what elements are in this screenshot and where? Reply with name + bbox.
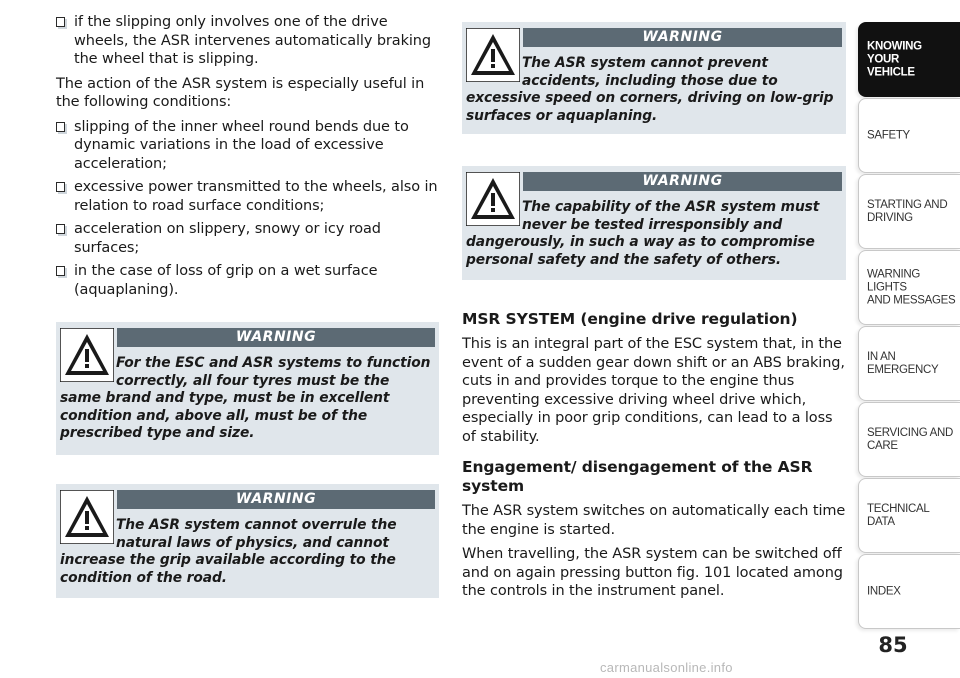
tab-label: KNOWING YOUR VEHICLE [867,40,922,78]
bullet-item: if the slipping only involves one of the drive wheels, the ASR intervenes automatically braking the wheel that is slipping. [56,13,440,69]
tab-servicing-and-care[interactable] [858,402,960,477]
warning-box [56,484,439,598]
warning-box [56,322,439,455]
body-paragraph: This is an integral part of the ESC system that, in the event of a sudden gear down shift or an ABS braking, cuts in and provides torque to the engine thus preventing excessive driving wheel drive which, especially in poor grip conditions, can lead to a loss of stability. [462,336,845,445]
bullet-item: slipping of the inner wheel round bends due to dynamic variations in the load of excessive acceleration; [56,118,440,174]
tab-label: SAFETY [867,129,910,141]
warning-box [462,22,846,134]
bullet-item: in the case of loss of grip on a wet surface (aquaplaning). [56,262,440,299]
tab-label: WARNING LIGHTS AND MESSAGES [867,268,956,306]
tab-in-an-emergency[interactable] [858,326,960,401]
checkbox-bullet-icon [56,224,65,234]
tab-technical-data[interactable] [858,478,960,553]
warning-label: WARNING [523,172,842,191]
warning-label: WARNING [117,328,435,347]
section-heading: MSR SYSTEM (engine drive regulation) [462,310,798,328]
warning-text: For the ESC and ASR systems to function correctly, all four tyres must be the same brand and type, must be in excellent condition and, above all, must be of the prescribed type and size. [60,355,431,441]
body-paragraph: The ASR system switches on automatically each time the engine is started. [462,503,846,538]
tab-label: SERVICING AND CARE [867,426,953,452]
tab-starting-and-driving[interactable] [858,174,960,249]
tab-warning-lights-and-messages[interactable] [858,250,960,325]
bullet-item: excessive power transmitted to the wheels, also in relation to road surface conditions; [56,178,440,215]
warning-text: The ASR system cannot overrule the natural laws of physics, and cannot increase the grip available according to the condition of the road. [60,517,397,586]
intro-paragraph: The action of the ASR system is especially useful in the following conditions: [56,75,425,110]
checkbox-bullet-icon [56,266,65,276]
checkbox-bullet-icon [56,17,65,27]
tab-label: IN AN EMERGENCY [867,350,939,376]
section-heading: Engagement/ disengagement of the ASR system [462,458,813,495]
mid-column [462,310,846,601]
warning-box [462,166,846,280]
tab-label: INDEX [867,585,901,597]
tab-label: STARTING AND DRIVING [867,198,948,224]
page-number: 85 [878,633,908,657]
warning-text: The ASR system cannot prevent accidents, including those due to excessive speed on corners, driving on low-grip surfaces or aquaplaning. [466,55,834,124]
tab-index[interactable] [858,554,960,629]
watermark: carmanualsonline.info [600,660,733,675]
warning-label: WARNING [117,490,435,509]
tab-label: TECHNICAL DATA [867,502,930,528]
checkbox-bullet-icon [56,182,65,192]
body-paragraph: When travelling, the ASR system can be switched off and on again pressing button fig. 101 located among the controls in the instrument panel. [462,546,843,599]
warning-label: WARNING [523,28,842,47]
warning-text: The capability of the ASR system must never be tested irresponsibly and dangerously, in such a way as to compromise personal safety and the safety of others. [466,199,820,268]
checkbox-bullet-icon [56,122,65,132]
bullet-item: acceleration on slippery, snowy or icy road surfaces; [56,220,440,257]
tab-knowing-your-vehicle[interactable] [858,22,960,97]
tab-safety[interactable] [858,98,960,173]
